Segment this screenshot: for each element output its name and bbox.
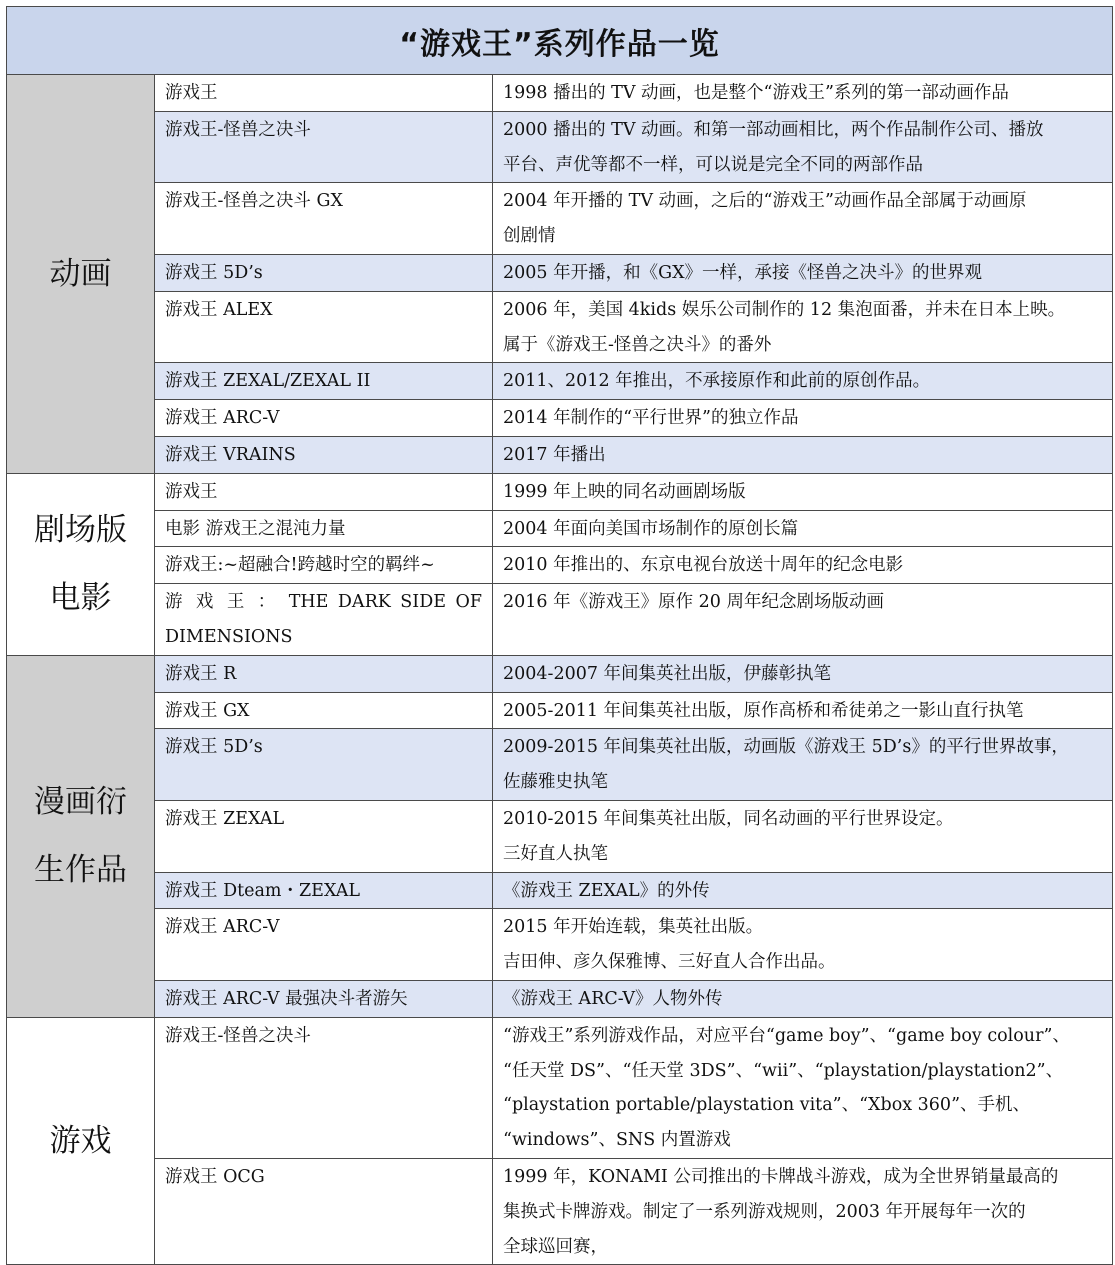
table-row: [7, 692, 1113, 729]
work-title: 游戏王-怪兽之决斗: [155, 111, 493, 183]
work-description: 2005 年开播，和《GX》一样，承接《怪兽之决斗》的世界观: [493, 254, 1113, 291]
table-row: [7, 655, 1113, 692]
category-film: 剧场版 电影: [7, 473, 155, 655]
category-anime: 动画: [7, 75, 155, 474]
category-games: 游戏: [7, 1017, 155, 1265]
table-row: [7, 547, 1113, 584]
work-title: 游戏王 Dteam・ZEXAL: [155, 872, 493, 909]
table-row: [7, 254, 1113, 291]
work-description: 2004 年面向美国市场制作的原创长篇: [493, 510, 1113, 547]
table-row: [7, 1017, 1113, 1158]
table-row: [7, 729, 1113, 801]
work-title: 游戏王 R: [155, 655, 493, 692]
work-description: 2005-2011 年间集英社出版，原作高桥和希徒弟之一影山直行执笔: [493, 692, 1113, 729]
work-description: 2010-2015 年间集英社出版，同名动画的平行世界设定。 三好直人执笔: [493, 800, 1113, 872]
work-title: 游戏王 ARC-V 最强决斗者游矢: [155, 980, 493, 1017]
work-title: 游戏王 5D’s: [155, 729, 493, 801]
table-row: [7, 584, 1113, 656]
work-description: 2000 播出的 TV 动画。和第一部动画相比，两个作品制作公司、播放 平台、声优等都不一样，可以说是完全不同的两部作品: [493, 111, 1113, 183]
work-title: 游戏王 OCG: [155, 1158, 493, 1264]
table-row: [7, 909, 1113, 981]
table-row: [7, 473, 1113, 510]
series-table-document: [6, 6, 1112, 1265]
table-row: [7, 75, 1113, 112]
work-title: 游戏王 ARC-V: [155, 909, 493, 981]
work-title: 游戏王 ALEX: [155, 291, 493, 363]
work-description: 2009-2015 年间集英社出版，动画版《游戏王 5D’s》的平行世界故事， 佐藤雅史执笔: [493, 729, 1113, 801]
work-description: 1999 年上映的同名动画剧场版: [493, 473, 1113, 510]
table-row: [7, 183, 1113, 255]
table-row: [7, 400, 1113, 437]
category-manga: 漫画衍 生作品: [7, 655, 155, 1017]
work-title: 游 戏 王 ： THE DARK SIDE OF DIMENSIONS: [155, 584, 493, 656]
work-title: 游戏王-怪兽之决斗: [155, 1017, 493, 1158]
work-title: 游戏王 GX: [155, 692, 493, 729]
work-description: 1999 年，KONAMI 公司推出的卡牌战斗游戏，成为全世界销量最高的 集换式卡牌游戏。制定了一系列游戏规则，2003 年开展每年一次的 全球巡回赛，: [493, 1158, 1113, 1264]
work-description: 2011、2012 年推出，不承接原作和此前的原创作品。: [493, 363, 1113, 400]
table-row: [7, 872, 1113, 909]
title-row: [7, 7, 1113, 75]
work-description: 《游戏王 ARC-V》人物外传: [493, 980, 1113, 1017]
work-title: 电影 游戏王之混沌力量: [155, 510, 493, 547]
work-description: 2010 年推出的、东京电视台放送十周年的纪念电影: [493, 547, 1113, 584]
table-row: [7, 510, 1113, 547]
work-title: 游戏王: [155, 75, 493, 112]
work-description: 2004 年开播的 TV 动画，之后的“游戏王”动画作品全部属于动画原 创剧情: [493, 183, 1113, 255]
table-row: [7, 363, 1113, 400]
work-title: 游戏王 ARC-V: [155, 400, 493, 437]
table-row: [7, 291, 1113, 363]
table-row: [7, 111, 1113, 183]
work-title: 游戏王 VRAINS: [155, 436, 493, 473]
table-row: [7, 1158, 1113, 1264]
work-description: 2006 年，美国 4kids 娱乐公司制作的 12 集泡面番，并未在日本上映。 属于《游戏王-怪兽之决斗》的番外: [493, 291, 1113, 363]
work-description: 1998 播出的 TV 动画，也是整个“游戏王”系列的第一部动画作品: [493, 75, 1113, 112]
work-title: 游戏王 ZEXAL: [155, 800, 493, 872]
work-title: 游戏王 5D’s: [155, 254, 493, 291]
work-description: 2014 年制作的“平行世界”的独立作品: [493, 400, 1113, 437]
table-row: [7, 800, 1113, 872]
series-table: [6, 6, 1113, 1265]
work-title: 游戏王-怪兽之决斗 GX: [155, 183, 493, 255]
table-row: [7, 436, 1113, 473]
work-description: 2004-2007 年间集英社出版，伊藤彰执笔: [493, 655, 1113, 692]
work-description: 2015 年开始连载，集英社出版。 吉田伸、彦久保雅博、三好直人合作出品。: [493, 909, 1113, 981]
work-description: “游戏王”系列游戏作品，对应平台“game boy”、“game boy colour”、 “任天堂 DS”、“任天堂 3DS”、“wii”、“playstation/playstation2”、 “playstation portable/playstation vita”、“Xbox 360”、手机、 “windows”、SNS 内置游戏: [493, 1017, 1113, 1158]
work-description: 《游戏王 ZEXAL》的外传: [493, 872, 1113, 909]
table-title: “游戏王”系列作品一览: [7, 7, 1113, 75]
work-description: 2017 年播出: [493, 436, 1113, 473]
work-description: 2016 年《游戏王》原作 20 周年纪念剧场版动画: [493, 584, 1113, 656]
table-row: [7, 980, 1113, 1017]
work-title: 游戏王: [155, 473, 493, 510]
work-title: 游戏王 ZEXAL/ZEXAL II: [155, 363, 493, 400]
work-title: 游戏王:~超融合!跨越时空的羁绊~: [155, 547, 493, 584]
